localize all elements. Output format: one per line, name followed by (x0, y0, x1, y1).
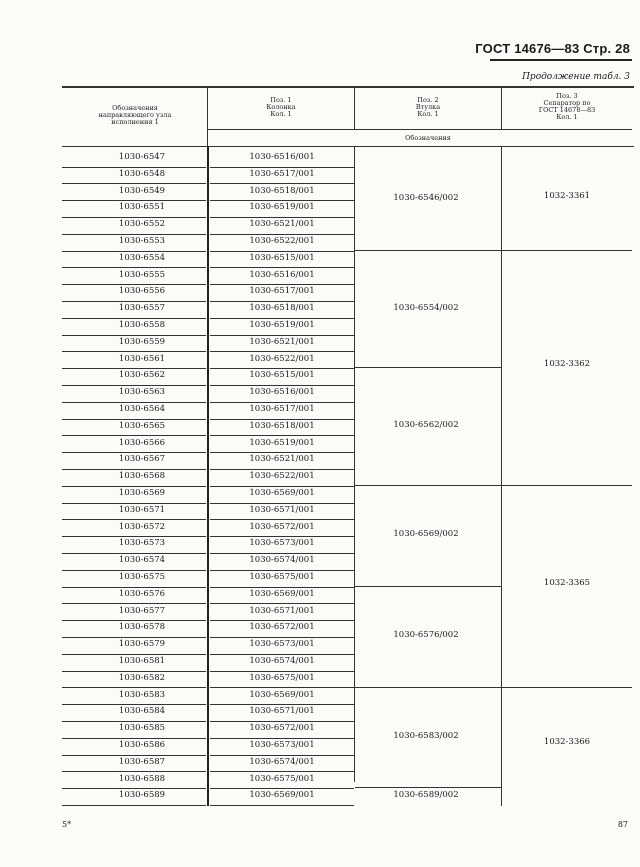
row-rule (210, 805, 354, 806)
column-cell: 1030-6575/001 (249, 672, 315, 683)
row-rule (62, 234, 206, 235)
continuation-label: Продолжение табл. 3 (522, 72, 630, 82)
bushing-cell: 1030-6569/002 (393, 529, 459, 540)
row-rule (62, 251, 206, 252)
row-rule (62, 284, 206, 285)
bushing-cell: 1030-6576/002 (393, 630, 459, 641)
row-rule (210, 301, 354, 302)
row-rule (62, 318, 206, 319)
row-rule (210, 200, 354, 201)
row-rule (62, 738, 206, 739)
separator-group-rule (502, 485, 632, 486)
column-cell: 1030-6574/001 (249, 656, 315, 666)
row-rule (210, 469, 354, 470)
row-rule (210, 486, 354, 487)
designation-cell: 1030-6587 (118, 756, 166, 767)
column-cell: 1030-6574/001 (249, 756, 315, 767)
row-rule (210, 217, 354, 218)
row-rule (210, 536, 354, 537)
row-rule (210, 603, 354, 604)
row-rule (210, 335, 354, 336)
bushing-group-rule (355, 586, 501, 587)
row-rule (62, 536, 206, 537)
column-cell: 1030-6517/001 (249, 286, 315, 297)
designation-cell: 1030-6586 (118, 740, 166, 750)
row-rule (210, 587, 354, 588)
col-divider-3 (501, 88, 502, 129)
row-rule (62, 183, 206, 184)
column-cell: 1030-6571/001 (249, 605, 315, 616)
column-cell: 1030-6517/001 (249, 404, 315, 414)
column-cell: 1030-6569/001 (249, 488, 315, 498)
designation-cell: 1030-6565 (118, 420, 166, 431)
row-rule (62, 553, 206, 554)
row-rule (62, 587, 206, 588)
row-rule (62, 755, 206, 756)
designation-cell: 1030-6575 (118, 572, 166, 582)
column-cell: 1030-6571/001 (249, 504, 315, 515)
designation-cell: 1030-6547 (118, 152, 166, 162)
row-rule (62, 335, 206, 336)
row-rule (210, 435, 354, 436)
column-cell: 1030-6522/001 (249, 471, 315, 482)
column-cell: 1030-6575/001 (249, 773, 315, 784)
row-rule (62, 419, 206, 420)
column-cell: 1030-6521/001 (249, 336, 315, 347)
row-rule (210, 284, 354, 285)
column-cell: 1030-6569/001 (249, 588, 315, 599)
bushing-group-rule (355, 367, 501, 368)
designation-cell: 1030-6574 (118, 555, 166, 566)
column-cell: 1030-6572/001 (249, 723, 315, 734)
row-rule (62, 519, 206, 520)
separator-cell: 1032-3366 (543, 737, 591, 748)
designation-cell: 1030-6582 (118, 672, 166, 683)
row-rule (210, 519, 354, 520)
column-cell: 1030-6569/001 (249, 689, 315, 700)
column-cell: 1030-6515/001 (249, 252, 315, 263)
column-cell: 1030-6518/001 (249, 420, 315, 431)
designation-cell: 1030-6571 (118, 504, 166, 515)
separator-group-rule (502, 687, 632, 688)
column-cell: 1030-6521/001 (249, 219, 315, 230)
separator-cell: 1032-3362 (543, 359, 591, 370)
designation-cell: 1030-6581 (118, 656, 166, 666)
col-divider-3b (501, 146, 502, 806)
column-cell: 1030-6518/001 (249, 303, 315, 314)
row-rule (210, 318, 354, 319)
column-cell: 1030-6516/001 (249, 269, 315, 280)
bushing-cell: 1030-6562/002 (393, 420, 459, 431)
row-rule (210, 637, 354, 638)
col-header-column: Поз. 1 Колонка Кол. 1 (266, 96, 296, 118)
designation-cell: 1030-6573 (118, 538, 166, 549)
bushing-group-rule (355, 250, 501, 251)
column-cell: 1030-6575/001 (249, 572, 315, 582)
row-rule (62, 704, 206, 705)
row-rule (62, 435, 206, 436)
subhead-rule-top (208, 129, 632, 130)
designation-cell: 1030-6569 (118, 488, 166, 498)
designation-cell: 1030-6548 (118, 168, 166, 179)
row-rule (62, 570, 206, 571)
row-rule (62, 486, 206, 487)
page-header-title: ГОСТ 14676—83 Стр. 28 (475, 41, 630, 56)
col-header-bushing: Поз. 2 Втулка Кол. 1 (415, 96, 441, 118)
column-cell: 1030-6522/001 (249, 236, 315, 246)
designation-cell: 1030-6549 (118, 185, 166, 196)
row-rule (62, 503, 206, 504)
designation-cell: 1030-6567 (118, 454, 166, 465)
row-rule (210, 671, 354, 672)
row-rule (62, 671, 206, 672)
footer-page-number: 87 (617, 820, 628, 829)
row-rule (210, 368, 354, 369)
designation-cell: 1030-6562 (118, 370, 166, 381)
bushing-cell: 1030-6583/002 (393, 731, 459, 741)
row-rule (210, 267, 354, 268)
separator-group-rule (502, 250, 632, 251)
row-rule (62, 368, 206, 369)
designation-cell: 1030-6551 (118, 202, 166, 213)
column-cell: 1030-6572/001 (249, 521, 315, 532)
designation-cell: 1030-6559 (118, 336, 166, 347)
row-rule (210, 687, 354, 688)
designation-cell: 1030-6584 (118, 706, 166, 717)
designation-cell: 1030-6564 (118, 404, 166, 414)
row-rule (62, 771, 206, 772)
row-rule (210, 738, 354, 739)
column-cell: 1030-6516/001 (249, 387, 315, 398)
row-rule (62, 687, 206, 688)
row-rule (62, 167, 206, 168)
row-rule (210, 755, 354, 756)
designation-cell: 1030-6553 (118, 236, 166, 246)
bushing-cell: 1030-6546/002 (393, 193, 459, 204)
separator-cell: 1032-3365 (543, 577, 591, 588)
column-cell: 1030-6519/001 (249, 202, 315, 213)
bushing-cell: 1030-6554/002 (393, 302, 459, 313)
row-rule (62, 301, 206, 302)
row-rule (62, 217, 206, 218)
designation-cell: 1030-6558 (118, 320, 166, 330)
designation-cell: 1030-6589 (118, 790, 166, 801)
column-cell: 1030-6574/001 (249, 555, 315, 566)
designation-cell: 1030-6557 (118, 303, 166, 314)
col-divider-2 (354, 88, 355, 129)
designation-cell: 1030-6561 (118, 353, 166, 364)
bushing-group-rule (355, 687, 501, 688)
designation-cell: 1030-6566 (118, 437, 166, 448)
row-rule (62, 267, 206, 268)
designation-cell: 1030-6555 (118, 269, 166, 280)
row-rule (210, 251, 354, 252)
designation-cell: 1030-6563 (118, 387, 166, 398)
row-rule (210, 234, 354, 235)
row-rule (210, 167, 354, 168)
row-rule (210, 385, 354, 386)
designation-cell: 1030-6588 (118, 773, 166, 784)
row-rule (210, 654, 354, 655)
designation-cell: 1030-6572 (118, 521, 166, 532)
col-divider-1-bold (207, 146, 209, 806)
row-rule (62, 469, 206, 470)
row-rule (210, 452, 354, 453)
column-cell: 1030-6517/001 (249, 168, 315, 179)
row-rule (210, 620, 354, 621)
column-cell: 1030-6573/001 (249, 639, 315, 650)
row-rule (62, 620, 206, 621)
designation-cell: 1030-6552 (118, 219, 166, 230)
row-rule (62, 721, 206, 722)
row-rule (210, 570, 354, 571)
row-rule (62, 452, 206, 453)
row-rule (62, 788, 206, 789)
column-cell: 1030-6519/001 (249, 437, 315, 448)
column-cell: 1030-6519/001 (249, 320, 315, 330)
row-rule (62, 654, 206, 655)
row-rule (210, 183, 354, 184)
column-cell: 1030-6516/001 (249, 152, 315, 162)
designation-cell: 1030-6577 (118, 605, 166, 616)
row-rule (62, 351, 206, 352)
column-cell: 1030-6518/001 (249, 185, 315, 196)
row-rule (210, 704, 354, 705)
designation-cell: 1030-6579 (118, 639, 166, 650)
row-rule (210, 503, 354, 504)
row-rule (210, 351, 354, 352)
column-cell: 1030-6521/001 (249, 454, 315, 465)
row-rule (210, 771, 354, 772)
row-rule (62, 603, 206, 604)
header-bottom-rule (62, 146, 634, 147)
row-rule (62, 805, 206, 806)
designation-cell: 1030-6585 (118, 723, 166, 734)
row-rule (62, 402, 206, 403)
designation-cell: 1030-6578 (118, 622, 166, 633)
column-cell: 1030-6515/001 (249, 370, 315, 381)
column-cell: 1030-6573/001 (249, 740, 315, 750)
column-cell: 1030-6573/001 (249, 538, 315, 549)
bushing-group-rule (355, 485, 501, 486)
column-cell: 1030-6571/001 (249, 706, 315, 717)
bushing-cell: 1030-6589/002 (393, 790, 459, 801)
designation-cell: 1030-6568 (118, 471, 166, 482)
row-rule (210, 788, 354, 789)
footer-left: 5* (62, 820, 72, 829)
col-header-separator: Поз. 3 Сепаратор по ГОСТ 14678—83 Кол. 1 (538, 92, 596, 121)
designation-cell: 1030-6554 (118, 252, 166, 263)
row-rule (62, 385, 206, 386)
row-rule (210, 419, 354, 420)
row-rule (210, 553, 354, 554)
row-rule (210, 402, 354, 403)
row-rule (62, 200, 206, 201)
column-cell: 1030-6569/001 (249, 790, 315, 801)
row-rule (210, 721, 354, 722)
column-cell: 1030-6522/001 (249, 353, 315, 364)
designation-cell: 1030-6583 (118, 689, 166, 700)
col-header-designation: Обозначения направляющего узла исполнения 1 (98, 104, 172, 126)
subheader-designations: Обозначения (405, 134, 451, 142)
table-top-rule (62, 86, 634, 88)
bushing-group-rule (355, 787, 501, 788)
designation-cell: 1030-6576 (118, 588, 166, 599)
separator-cell: 1032-3361 (543, 191, 591, 202)
row-rule (62, 637, 206, 638)
designation-cell: 1030-6556 (118, 286, 166, 297)
header-rule (490, 59, 632, 61)
column-cell: 1030-6572/001 (249, 622, 315, 633)
